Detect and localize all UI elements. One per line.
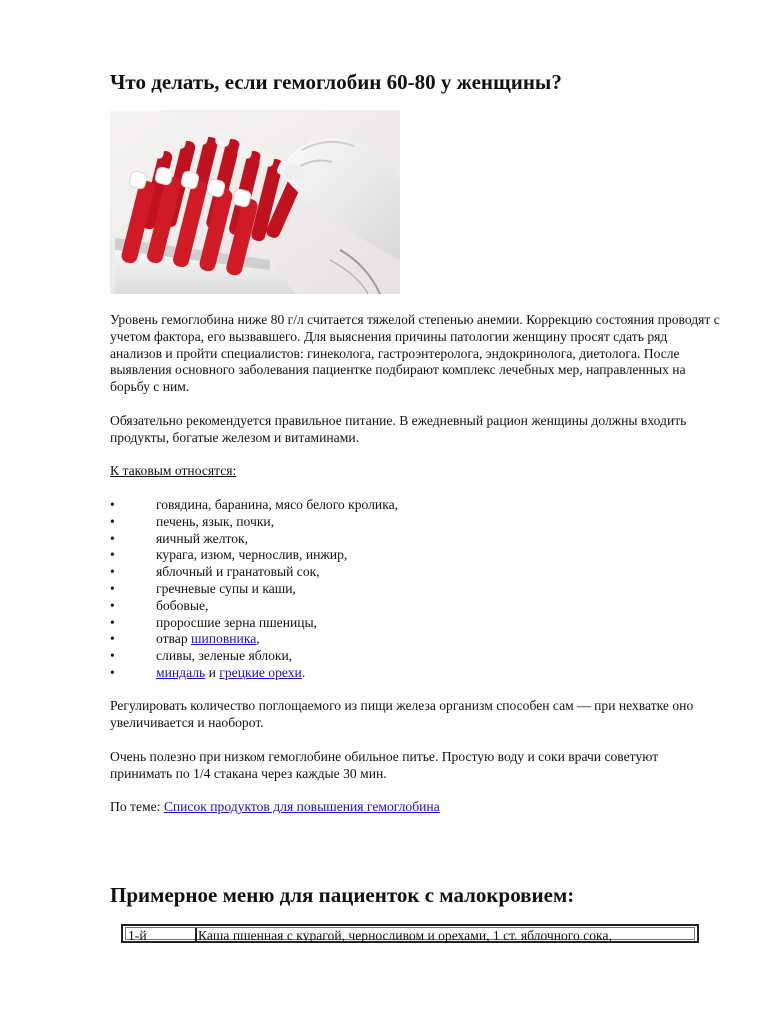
bullet-icon: • <box>110 631 115 647</box>
list-item-suffix: , <box>256 631 260 647</box>
list-item-text: говядина, баранина, мясо белого кролика, <box>156 497 399 512</box>
bullet-icon: • <box>110 513 115 529</box>
menu-table <box>121 924 699 943</box>
list-item-rosehip <box>110 631 720 648</box>
list-item-text: бобовые, <box>156 597 209 613</box>
bullet-icon: • <box>110 614 115 630</box>
related-topic <box>110 799 720 816</box>
list-item-prefix: отвар <box>156 631 192 647</box>
almond-link[interactable]: миндаль <box>156 664 206 680</box>
list-item-text: яблочный и гранатовый сок, <box>156 564 320 580</box>
food-list <box>110 497 720 682</box>
drinking-paragraph: Очень полезно при низком гемоглобине обильное питье. Простую воду и соки врачи советуют принимать по 1/4 стакана через каждые 30 мин. <box>110 749 659 781</box>
food-list-heading: К таковым относятся: <box>110 463 237 478</box>
list-item-text <box>156 665 305 682</box>
intro-paragraph: Уровень гемоглобина ниже 80 г/л считается тяжелой степенью анемии. Коррекцию состояния проводят с учетом фактора, его вызвавшего. Для выяснения причины патологии женщину просят сдать ряд анализов и пройти специалистов: гинеколога, гастроэнтеролога, эндокринолога, диетолога. После выявления основного заболевания пациентке подбирают комплекс лечебных мер, направленных на борьбу с ним. <box>110 312 720 395</box>
menu-title: Примерное меню для пациенток с малокровием: <box>110 883 575 907</box>
bullet-icon: • <box>110 580 115 596</box>
bullet-icon: • <box>110 530 115 546</box>
list-item-text: печень, язык, почки, <box>156 513 275 529</box>
list-item <box>110 497 720 514</box>
list-item <box>110 514 720 531</box>
list-item-text: курага, изюм, чернослив, инжир, <box>156 547 348 563</box>
cell-divider <box>195 928 197 943</box>
bullet-icon: • <box>110 597 115 613</box>
bullet-icon: • <box>110 497 115 512</box>
list-item <box>110 598 720 615</box>
blood-test-tubes-photo <box>110 110 400 294</box>
list-item <box>110 564 720 581</box>
list-item <box>110 615 720 632</box>
list-item-text: яичный желток, <box>156 530 249 546</box>
list-item-text: проросшие зерна пшеницы, <box>156 614 318 630</box>
nutrition-paragraph: Обязательно рекомендуется правильное питание. В ежедневный рацион женщины должны входить продукты, богатые железом и витаминами. <box>110 413 687 445</box>
walnuts-link[interactable]: грецкие орехи <box>219 664 302 680</box>
list-item <box>110 531 720 548</box>
list-item-text <box>156 631 260 648</box>
menu-day-cell: 1-й <box>128 928 147 943</box>
list-item-text: гречневые супы и каши, <box>156 580 296 596</box>
related-prefix: По теме: <box>110 799 164 814</box>
bullet-icon: • <box>110 564 115 580</box>
list-item <box>110 547 720 564</box>
bullet-icon: • <box>110 664 115 680</box>
list-item-text: сливы, зеленые яблоки, <box>156 648 293 664</box>
rosehip-link[interactable]: шиповника <box>191 631 257 647</box>
bullet-icon: • <box>110 547 115 563</box>
menu-table-row <box>125 927 695 943</box>
list-item-suffix: . <box>301 664 306 680</box>
article-title: Что делать, если гемоглобин 60-80 у женщины? <box>110 70 562 94</box>
related-link[interactable]: Список продуктов для повышения гемоглобина <box>163 799 440 814</box>
menu-content-cell: Каша пшенная с курагой, черносливом и орехами, 1 ст. яблочного сока, <box>198 928 612 943</box>
list-item <box>110 581 720 598</box>
list-item-plums <box>110 648 720 665</box>
list-item-nuts <box>110 665 720 682</box>
list-item-connector: и <box>205 664 220 680</box>
bullet-icon: • <box>110 648 115 664</box>
regulation-paragraph: Регулировать количество поглощаемого из пищи железа организм способен сам — при нехватке оно увеличивается и наоборот. <box>110 698 694 730</box>
